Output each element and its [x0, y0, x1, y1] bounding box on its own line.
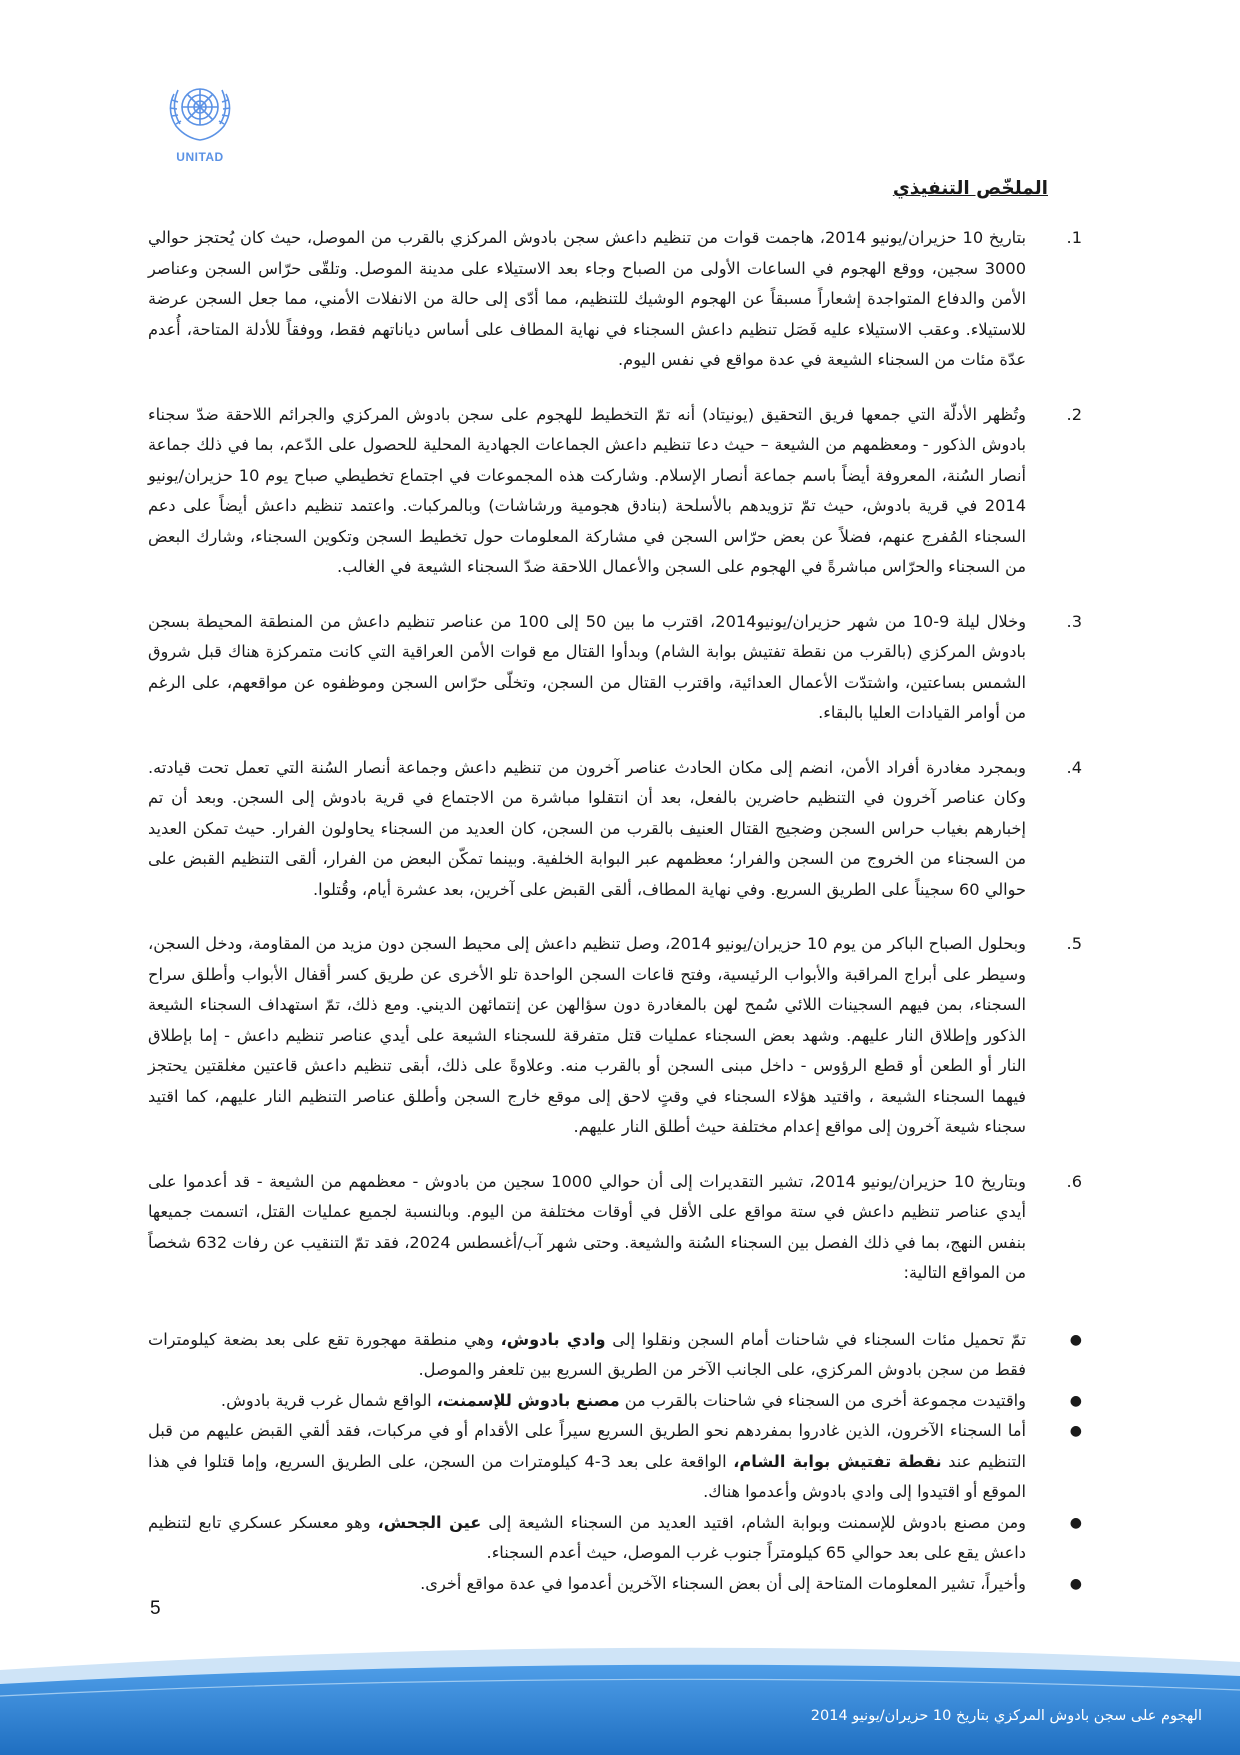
paragraph-item	[148, 929, 1082, 1143]
footer-wave-icon	[0, 1630, 1240, 1755]
bullet-icon: ●	[1069, 1514, 1082, 1531]
paragraph-item	[148, 400, 1082, 583]
bullet-item	[148, 1416, 1082, 1508]
paragraph-text: وبحلول الصباح الباكر من يوم 10 حزيران/يونيو 2014، وصل تنظيم داعش إلى محيط السجن دون مزيد من المقاومة، ودخل السجن، وسيطر على أبراج المراقبة والأبواب الرئيسية، وفتح قاعات السجن الواحدة تلو الأخرى عن طريق كسر أقفال الأبواب وأطلق سراح السجناء، بمن فيهم السجينات اللائي سُمح لهن بالمغادرة دون سؤالهن عن إنتمائهن الديني. ومع ذلك، تمّ استهداف السجناء الشيعة الذكور وإطلاق النار عليهم. وشهد بعض السجناء عمليات قتل متفرقة للسجناء الشيعة على أيدي عناصر تنظيم داعش - إما بإطلاق النار أو الطعن أو قطع الرؤوس - داخل مبنى السجن أو بالقرب منه. وعلاوةً على ذلك، أبقى تنظيم داعش قاعتين مغلقتين يحتجز فيهما السجناء الشيعة ، واقتيد هؤلاء السجناء في وقتٍ لاحق إلى موقع خارج السجن وأطلق عناصر التنظيم النار عليهم، كما اقتيد سجناء شيعة آخرون إلى مواقع إعدام مختلفة حيث أطلق النار عليهم.	[148, 934, 1026, 1136]
footer-title: الهجوم على سجن بادوش المركزي بتاريخ 10 حزيران/يونيو 2014	[810, 1708, 1202, 1724]
bullet-text: ومن مصنع بادوش للإسمنت وبوابة الشام، اقتيد العديد من السجناء الشيعة إلى	[481, 1512, 1026, 1532]
footer-band	[0, 1630, 1240, 1755]
paragraph-number: 6.	[1066, 1171, 1082, 1191]
paragraph-item	[148, 223, 1082, 376]
paragraph-number: 1.	[1066, 228, 1082, 247]
paragraph-text: بتاريخ 10 حزيران/يونيو 2014، هاجمت قوات من تنظيم داعش سجن بادوش المركزي بالقرب من الموصل، حيث كان يُحتجز حوالي 3000 سجين، ووقع الهجوم في الساعات الأولى من الصباح وجاء بعد الاستيلاء على مدينة الموصل. وتلقّى حرّاس السجن وعناصر الأمن والدفاع المتواجدة إشعاراً مسبقاً عن الهجوم الوشيك للتنظيم، مما أدّى إلى حالة من الانفلات الأمني، مما جعل السجن عرضة للاستيلاء. وعقب الاستيلاء عليه فَصَل تنظيم داعش السجناء في نهاية المطاف على أساس دياناتهم فقط، ووفقاً للأدلة المتاحة، أُعدم عدّة مئات من السجناء الشيعة في عدة مواقع في نفس اليوم.	[148, 228, 1026, 369]
bullet-bold-text: مصنع بادوش للإسمنت،	[436, 1390, 620, 1410]
bullet-item	[148, 1325, 1082, 1386]
bullet-list	[148, 1325, 1082, 1600]
bullet-icon: ●	[1069, 1392, 1082, 1409]
bullet-item	[148, 1386, 1082, 1417]
bullet-text: وأخيراً، تشير المعلومات المتاحة إلى أن بعض السجناء الآخرين أعدموا في عدة مواقع أخرى.	[420, 1573, 1026, 1593]
bullet-icon: ●	[1069, 1575, 1082, 1592]
paragraph-item	[148, 753, 1082, 906]
bullet-text: الواقعة على بعد 3-4 كيلومترات من السجن، على الطريق السريع، وإما قتلوا في هذا الموقع أو اقتيدوا إلى وادي بادوش وأعدموا هناك.	[148, 1451, 1026, 1501]
bullet-text: الواقع شمال غرب قرية بادوش.	[220, 1390, 437, 1410]
bullet-bold-text: عين الجحش،	[377, 1512, 482, 1532]
paragraph-number: 5.	[1066, 934, 1082, 953]
bullet-bold-text: نقطة تفتيش بوابة الشام،	[733, 1451, 942, 1471]
bullet-text: واقتيدت مجموعة أخرى من السجناء في شاحنات بالقرب من	[619, 1390, 1026, 1410]
unitad-logo	[150, 74, 250, 164]
document-body	[148, 178, 1082, 1599]
bullet-text: وهو معسكر عسكري تابع لتنظيم داعش يقع على بعد حوالي 65 كيلومتراً جنوب غرب الموصل، حيث أعدم السجناء.	[148, 1512, 1026, 1562]
bullet-text: وهي منطقة مهجورة تقع على بعد بضعة كيلومترات فقط من سجن بادوش المركزي، على الجانب الآخر من الطريق السريع بين تلعفر والموصل.	[148, 1329, 1026, 1379]
paragraph-text: وتُظهر الأدلّة التي جمعها فريق التحقيق (يونيتاد) أنه تمّ التخطيط للهجوم على سجن بادوش المركزي والجرائم اللاحقة ضدّ سجناء بادوش الذكور - ومعظمهم من الشيعة – حيث دعا تنظيم داعش الجماعات الجهادية المحلية للحصول على الدّعم، بما في ذلك جماعة أنصار السُنة، المعروفة أيضاً باسم جماعة أنصار الإسلام. وشاركت هذه المجموعات في اجتماع تخطيطي صباح يوم 10 حزيران/يونيو 2014 في قرية بادوش، حيث تمّ تزويدهم بالأسلحة (بنادق هجومية ورشاشات) وبالمركبات. واعتمد تنظيم داعش أيضاً على دعم السجناء المُفرج عنهم، فضلاً عن بعض حرّاس السجن في مشاركة المعلومات حول تخطيط السجن وتكوين السجناء، وشارك البعض من السجناء والحرّاس مباشرةً في الهجوم على السجن والأعمال اللاحقة ضدّ السجناء الشيعة في الغالب.	[148, 404, 1026, 576]
bullet-text: تمّ تحميل مئات السجناء في شاحنات أمام السجن ونقلوا إلى	[605, 1329, 1027, 1349]
logo-text: UNITAD	[176, 150, 224, 164]
paragraph-number: 3.	[1066, 611, 1082, 631]
bullet-text: أما السجناء الآخرون، الذين غادروا بمفردهم نحو الطريق السريع سيراً على الأقدام أو في مركبات، فقد ألقي القبض عليهم من قبل التنظيم عند	[148, 1421, 1026, 1471]
bullet-item	[148, 1569, 1082, 1600]
bullet-icon: ●	[1069, 1331, 1082, 1348]
un-emblem-icon	[160, 74, 240, 148]
bullet-bold-text: وادي بادوش،	[500, 1329, 606, 1349]
page-number: 5	[150, 1598, 161, 1619]
paragraph-item	[148, 607, 1082, 729]
paragraph-text: وبمجرد مغادرة أفراد الأمن، انضم إلى مكان الحادث عناصر آخرون من تنظيم داعش وجماعة أنصار السُنة التي تعمل تحت قيادته. وكان عناصر آخرون في التنظيم حاضرين بالفعل، بعد أن انتقلوا مباشرة من الاجتماع في قرية بادوش إلى السجن. وبعد أن تم إخبارهم بغياب حراس السجن وضجيج القتال العنيف بالقرب من السجن، كان العديد من السجناء يحاولون الفرار. حيث تمكن العديد من السجناء من الخروج من السجن والفرار؛ معظمهم عبر البوابة الخلفية. وبينما تمكّن البعض من الفرار، ألقى التنظيم القبض على حوالي 60 سجيناً على الطريق السريع. وفي نهاية المطاف، ألقى القبض على آخرين، بعد عشرة أيام، وقُتلوا.	[148, 757, 1026, 899]
paragraph-list	[148, 223, 1082, 1289]
paragraph-item	[148, 1167, 1082, 1289]
paragraph-number: 4.	[1066, 757, 1082, 777]
section-heading: الملخّص التنفيذي	[892, 178, 1048, 199]
bullet-icon: ●	[1069, 1423, 1082, 1439]
bullet-item	[148, 1508, 1082, 1569]
paragraph-text: وبتاريخ 10 حزيران/يونيو 2014، تشير التقديرات إلى أن حوالي 1000 سجين من بادوش - معظمهم من الشيعة - قد أعدموا على أيدي عناصر تنظيم داعش في ستة مواقع على الأقل في أوقات مختلفة من اليوم. وبالنسبة لجميع عمليات القتل، اتسمت جميعها بنفس النهج، بما في ذلك الفصل بين السجناء السُنة والشيعة. وحتى شهر آب/أغسطس 2024، فقد تمّ التنقيب عن رفات 632 شخصاً من المواقع التالية:	[148, 1171, 1026, 1282]
paragraph-text: وخلال ليلة 9-10 من شهر حزيران/يونيو2014، اقترب ما بين 50 إلى 100 من عناصر تنظيم داعش من المنطقة المحيطة بسجن بادوش المركزي (بالقرب من نقطة تفتيش بوابة الشام) وبدأوا القتال مع قوات الأمن العراقية التي كانت متمركزة هناك قبل شروق الشمس بساعتين، واشتدّت الأعمال العدائية، واقترب القتال من السجن، وتخلّى حرّاس السجن وموظفوه عن مواقعهم، على الرغم من أوامر القيادات العليا بالبقاء.	[148, 611, 1027, 722]
paragraph-number: 2.	[1066, 404, 1082, 424]
